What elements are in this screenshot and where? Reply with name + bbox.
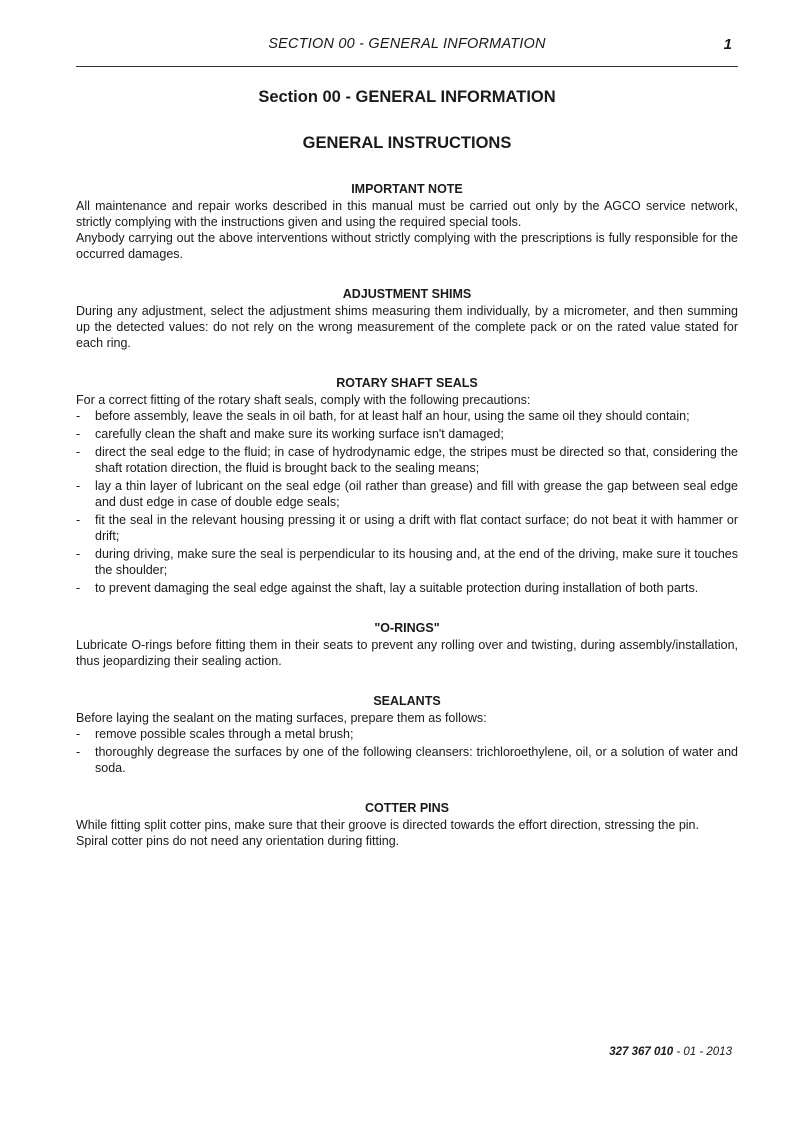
adjustment-shims-heading: ADJUSTMENT SHIMS: [342, 287, 472, 301]
list-marker: -: [76, 409, 81, 423]
page-number: 1: [723, 36, 732, 53]
document-revision: - 01 - 2013: [673, 1046, 732, 1058]
list-item-text: during driving, make sure the seal is perpendicular to its housing and, at the end of the driving, make sure it touches the shoulder;: [95, 547, 738, 577]
list-item-text: thoroughly degrease the surfaces by one of the following cleansers: trichloroethylene, oil, or a solution of water and soda.: [95, 745, 738, 775]
list-item-text: carefully clean the shaft and make sure its working surface isn't damaged;: [95, 427, 504, 441]
list-marker: -: [76, 727, 81, 741]
list-marker: -: [76, 479, 81, 493]
cotter-pins-block: [76, 800, 738, 849]
cotter-pins-paragraph: While fitting split cotter pins, make sure that their groove is directed towards the effort direction, stressing the pin.: [76, 818, 699, 832]
list-item: [76, 580, 738, 596]
o-rings-paragraph: Lubricate O-rings before fitting them in their seats to prevent any rolling over and twisting, during assembly/installation, thus jeopardizing their sealing action.: [76, 638, 738, 668]
list-item: [76, 546, 738, 578]
list-item-text: fit the seal in the relevant housing pressing it or using a drift with flat contact surface; do not beat it with hammer or drift;: [95, 513, 738, 543]
o-rings-heading: "O-RINGS": [374, 621, 440, 635]
important-note-paragraph: Anybody carrying out the above interventions without strictly complying with the prescriptions is fully responsible for the occurred damages.: [76, 231, 738, 261]
list-item: [76, 444, 738, 476]
list-item: [76, 744, 738, 776]
list-item: [76, 426, 738, 442]
sealants-intro: Before laying the sealant on the mating surfaces, prepare them as follows:: [76, 711, 487, 725]
list-item: [76, 726, 738, 742]
cotter-pins-paragraph: Spiral cotter pins do not need any orientation during fitting.: [76, 834, 400, 848]
section-title: Section 00 - GENERAL INFORMATION: [258, 88, 556, 106]
important-note-block: [76, 181, 738, 262]
important-note-paragraph: All maintenance and repair works described in this manual must be carried out only by the AGCO service network, strictly complying with the instructions given and using the required special tools.: [76, 199, 738, 229]
list-item: [76, 478, 738, 510]
adjustment-shims-paragraph: During any adjustment, select the adjustment shims measuring them individually, by a micrometer, and then summing up the detected values: do not rely on the wrong measurement of the complete pack or on the rated value stated for each ring.: [76, 304, 738, 350]
list-marker: -: [76, 427, 81, 441]
sealants-block: [76, 693, 738, 776]
list-item-text: lay a thin layer of lubricant on the seal edge (oil rather than grease) and fill with grease the gap between seal edge and dust edge in case of double edge seals;: [95, 479, 738, 509]
o-rings-block: [76, 620, 738, 669]
rotary-shaft-seals-intro: For a correct fitting of the rotary shaft seals, comply with the following precautions:: [76, 393, 531, 407]
list-marker: -: [76, 745, 81, 759]
list-marker: -: [76, 445, 81, 459]
list-item-text: before assembly, leave the seals in oil bath, for at least half an hour, using the same oil they should contain;: [95, 409, 690, 423]
sealants-list: [76, 726, 738, 776]
list-marker: -: [76, 513, 81, 527]
rotary-shaft-seals-block: [76, 375, 738, 596]
adjustment-shims-block: [76, 286, 738, 351]
running-title: SECTION 00 - GENERAL INFORMATION: [268, 36, 546, 52]
list-item: [76, 512, 738, 544]
list-item-text: to prevent damaging the seal edge against the shaft, lay a suitable protection during installation of both parts.: [95, 581, 699, 595]
list-item-text: direct the seal edge to the fluid; in case of hydrodynamic edge, the stripes must be directed so that, considering the shaft rotation direction, the fluid is brought back to the sealing means;: [95, 445, 738, 475]
rotary-shaft-seals-heading: ROTARY SHAFT SEALS: [336, 376, 478, 390]
page-content: [76, 88, 738, 873]
list-item: [76, 408, 738, 424]
list-marker: -: [76, 547, 81, 561]
important-note-heading: IMPORTANT NOTE: [351, 182, 463, 196]
document-code: 327 367 010: [609, 1046, 674, 1058]
list-item-text: remove possible scales through a metal brush;: [95, 727, 354, 741]
document-title: GENERAL INSTRUCTIONS: [302, 134, 512, 152]
rotary-shaft-seals-list: [76, 408, 738, 596]
list-marker: -: [76, 581, 81, 595]
sealants-heading: SEALANTS: [373, 694, 441, 708]
cotter-pins-heading: COTTER PINS: [364, 801, 450, 815]
running-header: [76, 36, 738, 67]
page-footer: [609, 1046, 732, 1058]
